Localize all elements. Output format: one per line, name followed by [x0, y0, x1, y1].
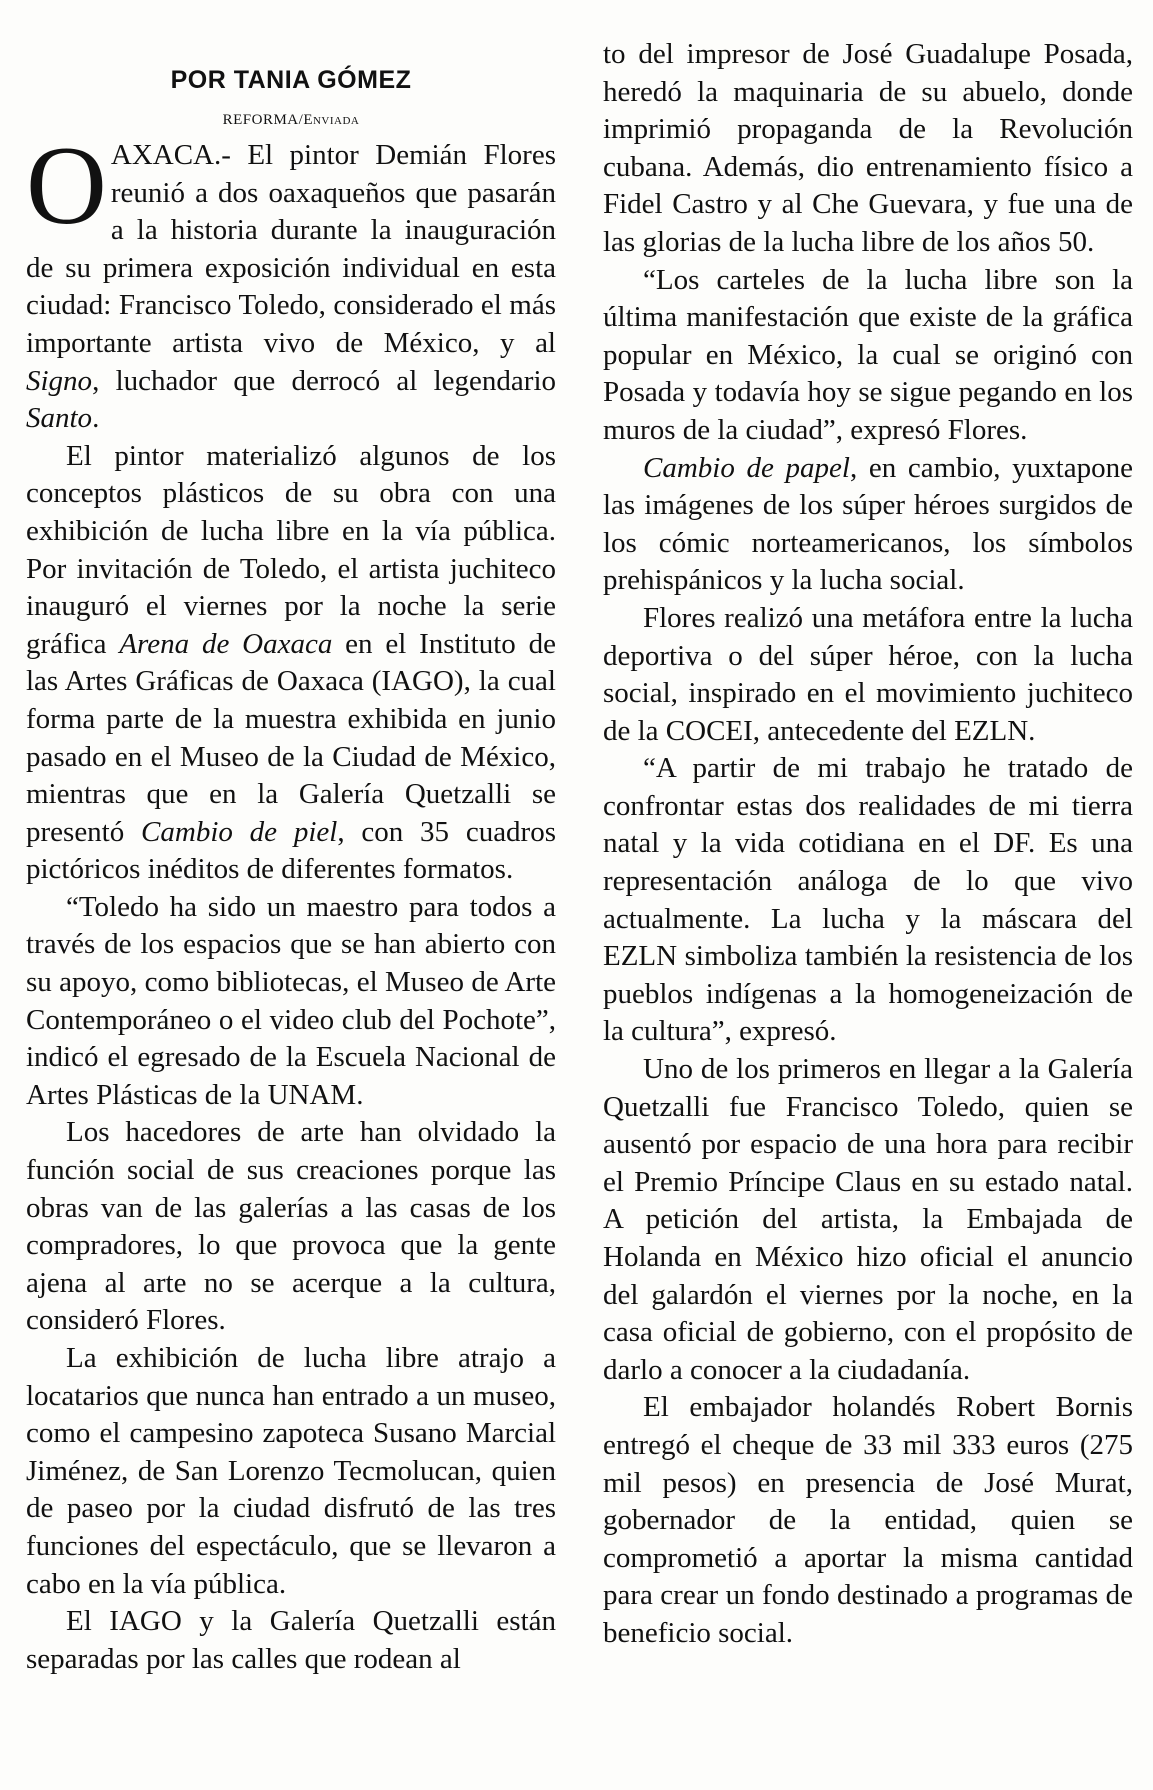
paragraph-text: “Los carteles de la lucha libre son la última manifestación que existe de la gráfica popular en México, la cual se originó con Posada y todavía hoy se sigue pegando en los muros de la ciudad”, expresó Flores.	[603, 263, 1133, 446]
paragraph-text: El embajador holandés Robert Bornis entregó el cheque de 33 mil 333 euros (275 mil pesos) en presencia de José Murat, gobernador de la entidad, quien se comprometió a aportar la misma cantidad para crear un fondo destinado a programas de beneficio social.	[603, 1391, 1133, 1649]
paragraph-text: Uno de los primeros en llegar a la Galería Quetzalli fue Francisco Toledo, quien se ausentó por espacio de una hora para recibir el Premio Príncipe Claus en su estado natal. A petición del artista, la Embajada de Holanda en México hizo oficial el anuncio del galardón el viernes por la noche, en la casa oficial de gobierno, con el propósito de darlo a conocer a la ciudadanía.	[603, 1053, 1133, 1386]
credit-suffix: Enviada	[303, 112, 360, 128]
article-paragraph	[26, 889, 556, 1115]
paragraph-text: La exhibición de lucha libre atrajo a locatarios que nunca han entrado a un museo, como el campesino zapoteca Susano Marcial Jiménez, de San Lorenzo Tecmolucan, quien de paseo por la ciudad disfrutó de las tres funciones del espectáculo, que se llevaron a cabo en la vía pública.	[26, 1342, 556, 1600]
paragraph-text: Flores realizó una metáfora entre la lucha deportiva o del súper héroe, con la lucha social, inspirado en el movimiento juchiteco de la COCEI, antecedente del EZLN.	[603, 601, 1133, 747]
italic-title: Cambio de papel	[643, 451, 850, 484]
article-body-right	[603, 36, 1133, 1653]
byline: POR TANIA GÓMEZ	[170, 66, 412, 94]
paragraph-text: to del impresor de José Guadalupe Posada, heredó la maquinaria de su abuelo, donde imprimió propaganda de la Revolución cubana. Además, dio entrenamiento físico a Fidel Castro y al Che Guevara, y fue una de las glorias de la lucha libre de los años 50.	[603, 38, 1133, 258]
paragraph-text: Los hacedores de arte han olvidado la función social de sus creaciones porque las obras van de las galerías a las casas de los compradores, lo que provoca que la gente ajena al arte no se acerque a la cultura, consideró Flores.	[26, 1116, 556, 1337]
article-column-left	[26, 0, 556, 1790]
credit-prefix: REFORMA/	[222, 112, 304, 128]
italic-title: Santo	[26, 402, 93, 435]
article-column-right	[603, 0, 1133, 1790]
article-paragraph	[603, 600, 1133, 750]
paragraph-text: , luchador que derrocó al legendario	[92, 364, 556, 397]
article-paragraph	[26, 1340, 556, 1603]
paragraph-text: El pintor materializó algunos de los conceptos plásticos de su obra con una exhibición de lucha libre en la vía pública. Por invitación de Toledo, el artista juchiteco inauguró el viernes por la noche la serie gráfica	[26, 439, 556, 660]
paragraph-text: , en cambio, yuxtapone las imágenes de los súper héroes surgidos de los cómic norteamericanos, los símbolos prehispánicos y la lucha social.	[603, 451, 1133, 597]
paragraph-text: AXACA.- El pintor Demián Flores reunió a dos oaxaqueños que pasarán a la historia durante la inauguración de su primera exposición individual en esta ciudad: Francisco Toledo, considerado el más importante artista vivo de México, y al	[26, 139, 556, 359]
paragraph-text: .	[92, 402, 100, 435]
paragraph-text: en el Instituto de las Artes Gráficas de Oaxaca (IAGO), la cual forma parte de la muestra exhibida en junio pasado en el Museo de la Ciudad de México, mientras que en la Galería Quetzalli se presentó	[26, 627, 556, 848]
article-paragraph	[603, 36, 1133, 262]
paragraph-text: “Toledo ha sido un maestro para todos a través de los espacios que se han abierto con su apoyo, como bibliotecas, el Museo de Arte Contemporáneo o el video club del Pochote”, indicó el egresado de la Escuela Nacional de Artes Plásticas de la UNAM.	[26, 890, 556, 1111]
article-paragraph	[26, 438, 556, 889]
paragraph-text: “A partir de mi trabajo he tratado de confrontar estas dos realidades de mi tierra natal y la vida cotidiana en el DF. Es una representación análoga de lo que vivo actualmente. La lucha y la máscara del EZLN simboliza también la resistencia de los pueblos indígenas a la homogeneización de la cultura”, expresó.	[603, 752, 1133, 1048]
article-paragraph	[603, 1389, 1133, 1652]
paragraph-text: El IAGO y la Galería Quetzalli están separadas por las calles que rodean al	[26, 1605, 556, 1675]
article-paragraph	[603, 262, 1133, 450]
italic-title: Cambio de piel	[141, 815, 338, 848]
article-paragraph	[603, 450, 1133, 600]
article-paragraph	[603, 750, 1133, 1051]
italic-title: Signo	[26, 364, 93, 397]
paragraph-text: , con 35 cuadros pictóricos inéditos de diferentes formatos.	[26, 815, 557, 886]
article-body-left	[26, 124, 557, 1678]
article-paragraph	[26, 1603, 556, 1678]
article-paragraph	[26, 124, 556, 438]
article-paragraph	[26, 1114, 556, 1340]
italic-title: Arena de Oaxaca	[119, 627, 333, 660]
drop-cap: O	[26, 124, 107, 248]
article-paragraph	[603, 1051, 1133, 1389]
